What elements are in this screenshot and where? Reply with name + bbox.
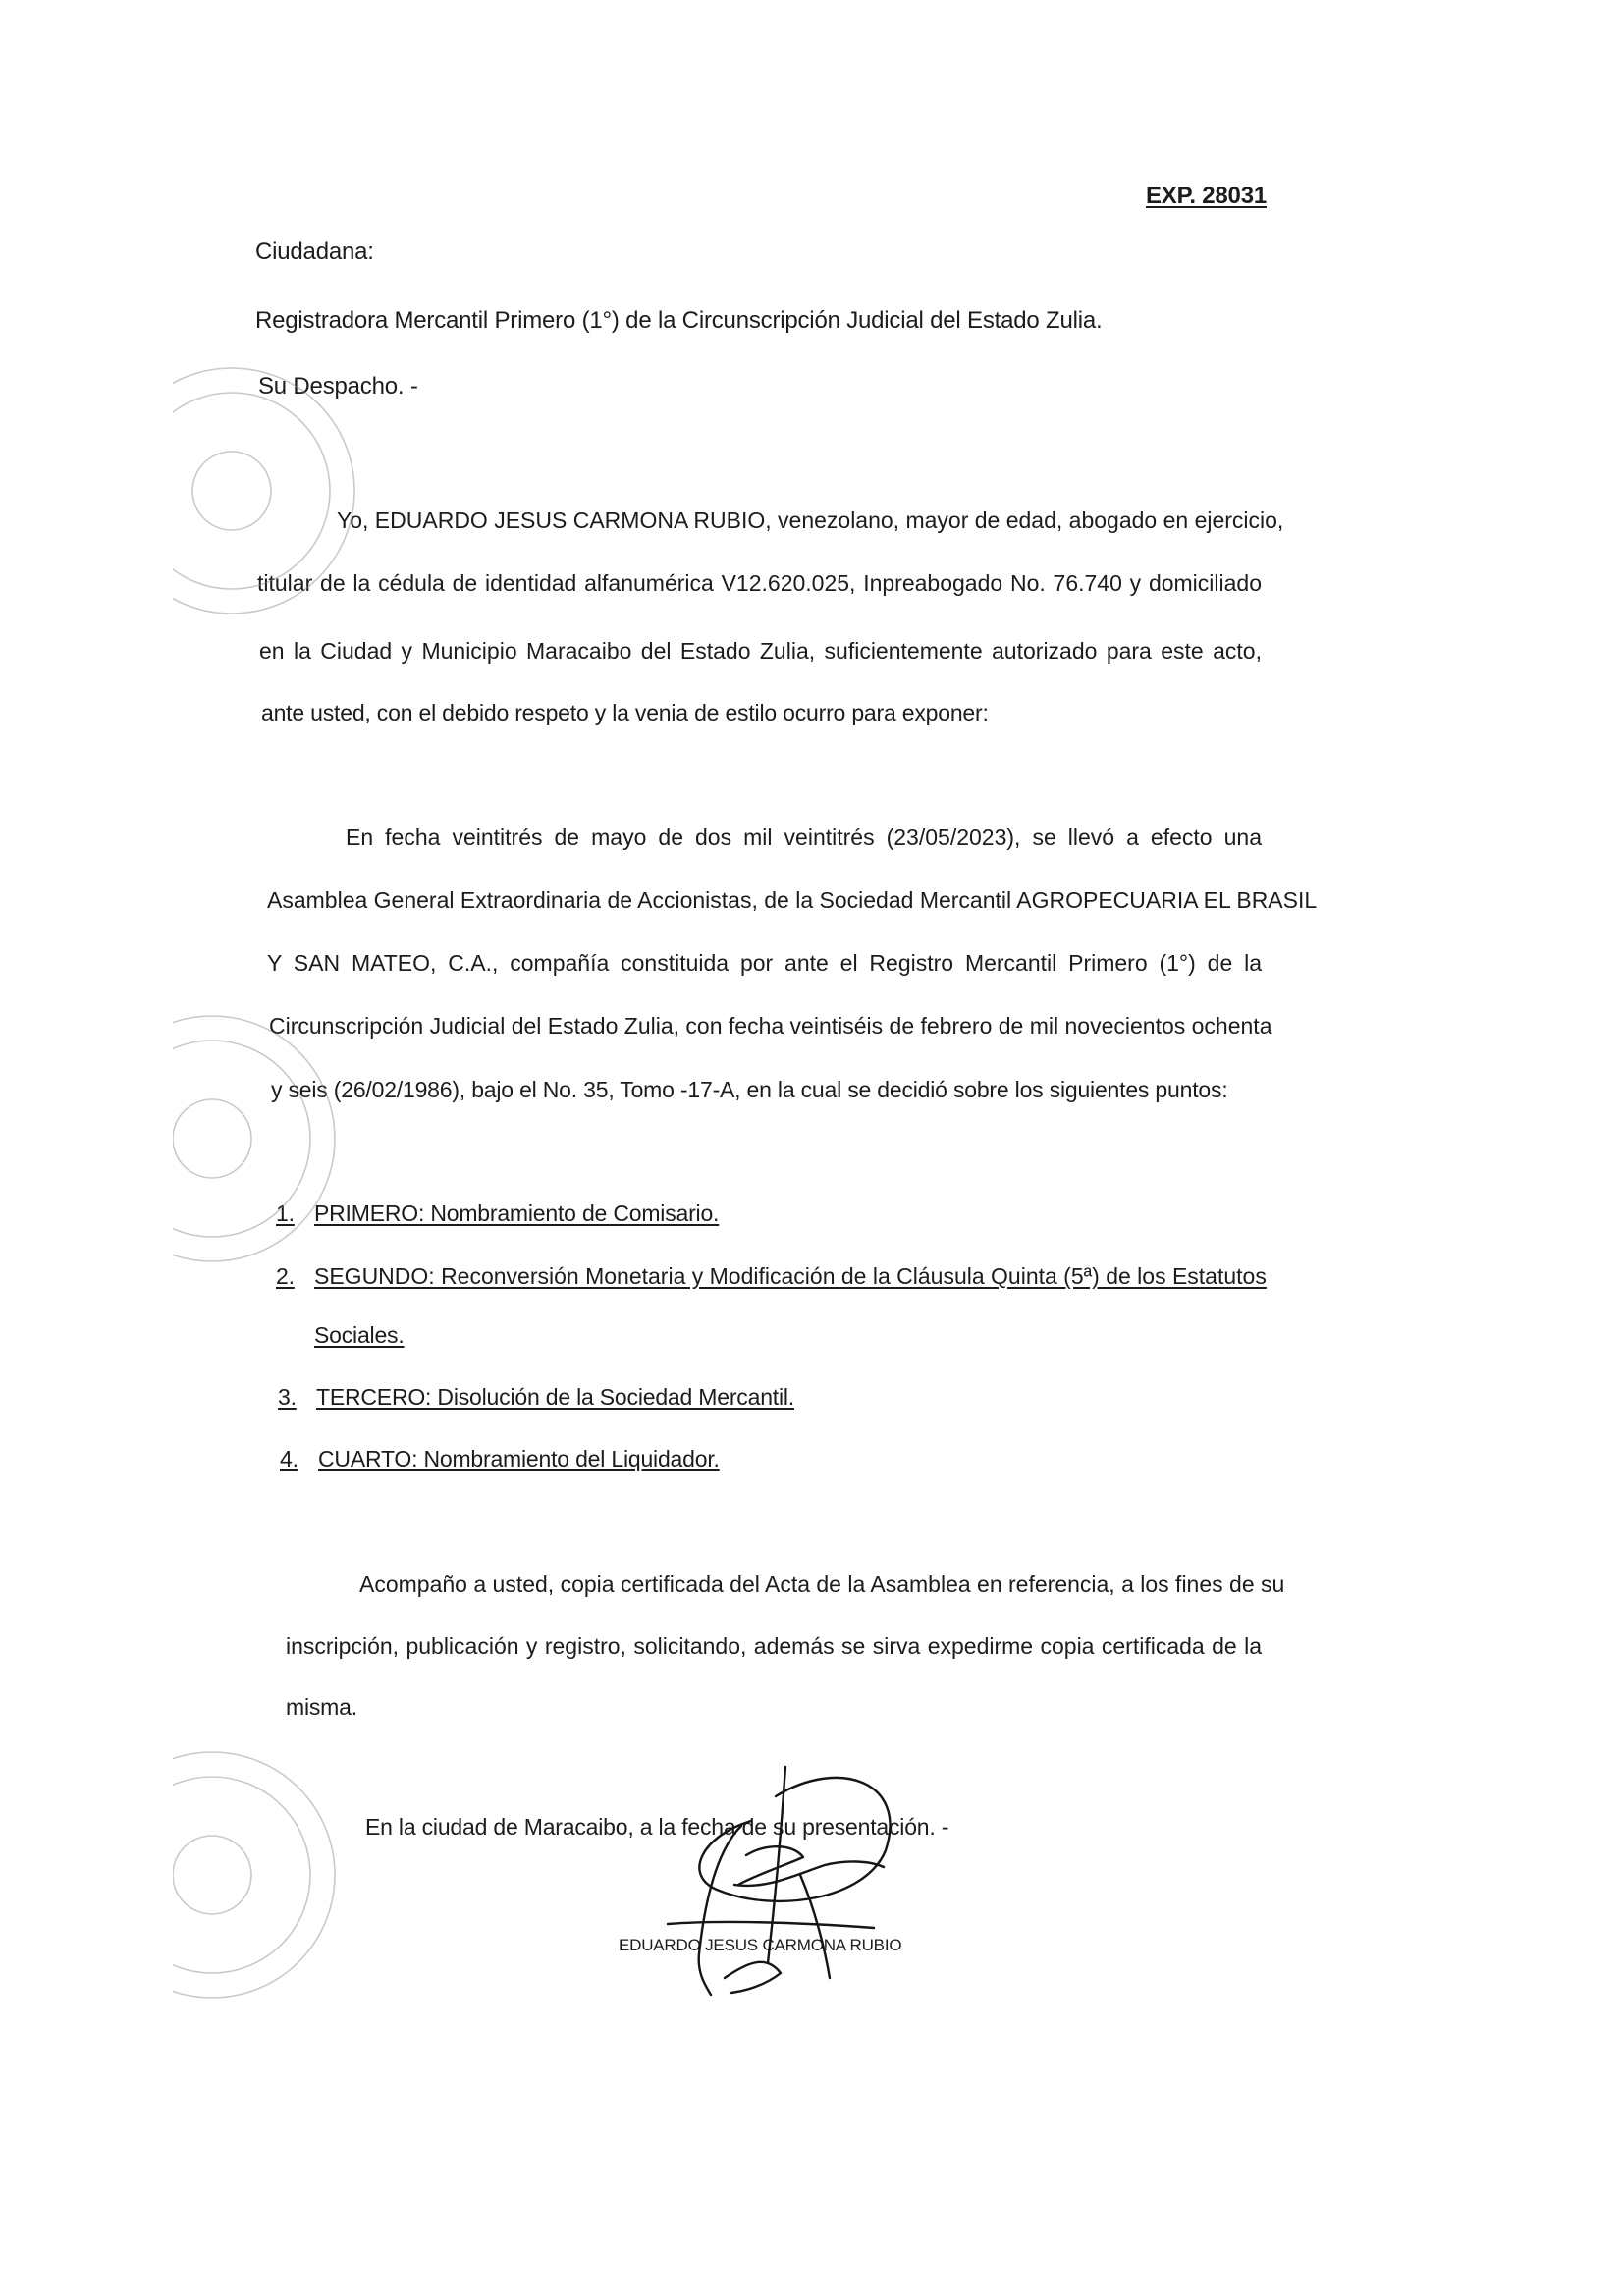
- official-seal-stamp-1: [173, 344, 369, 638]
- body-line-2: Asamblea General Extraordinaria de Accionistas, de la Sociedad Mercantil AGROPECUARIA EL BRASIL: [267, 887, 1318, 913]
- body-line-1: En fecha veintitrés de mayo de dos mil veintitrés (23/05/2023), se llevó a efecto una: [346, 825, 1262, 850]
- point-4-number: 4.: [280, 1446, 298, 1471]
- point-3-number: 3.: [278, 1384, 297, 1410]
- body-line-4: Circunscripción Judicial del Estado Zulia, con fecha veintiséis de febrero de mil novecientos ochenta: [269, 1013, 1272, 1039]
- point-3-text: TERCERO: Disolución de la Sociedad Mercantil.: [316, 1384, 794, 1410]
- point-1-number: 1.: [276, 1201, 295, 1226]
- point-1-text: PRIMERO: Nombramiento de Comisario.: [314, 1201, 720, 1226]
- official-seal-stamp-3: [173, 1737, 340, 2022]
- signer-name: EDUARDO JESUS CARMONA RUBIO: [619, 1936, 902, 1954]
- place-date-line: En la ciudad de Maracaibo, a la fecha de su presentación. -: [365, 1814, 949, 1840]
- point-2-number: 2.: [276, 1263, 295, 1289]
- point-2-text: SEGUNDO: Reconversión Monetaria y Modificación de la Cláusula Quinta (5ª) de los Estatutos: [314, 1263, 1267, 1289]
- intro-line-2: titular de la cédula de identidad alfanumérica V12.620.025, Inpreabogado No. 76.740 y domiciliado: [257, 570, 1262, 596]
- intro-line-4: ante usted, con el debido respeto y la venia de estilo ocurro para exponer:: [261, 700, 989, 725]
- intro-line-3: en la Ciudad y Municipio Maracaibo del Estado Zulia, suficientemente autorizado para este acto,: [259, 638, 1262, 664]
- expediente-number: EXP. 28031: [1146, 183, 1268, 209]
- official-seal-stamp-2: [173, 991, 340, 1286]
- body-line-5: y seis (26/02/1986), bajo el No. 35, Tomo -17-A, en la cual se decidió sobre los siguientes puntos:: [271, 1077, 1228, 1102]
- closing-line-2: inscripción, publicación y registro, solicitando, además se sirva expedirme copia certificada de la: [286, 1633, 1262, 1659]
- handwritten-signature: [628, 1728, 923, 2012]
- despacho-line: Su Despacho. -: [258, 373, 418, 400]
- intro-line-1: Yo, EDUARDO JESUS CARMONA RUBIO, venezolano, mayor de edad, abogado en ejercicio,: [337, 507, 1284, 533]
- recipient: Registradora Mercantil Primero (1°) de la Circunscripción Judicial del Estado Zulia.: [255, 307, 1103, 334]
- point-2-text-cont: Sociales.: [314, 1322, 405, 1348]
- salutation: Ciudadana:: [255, 239, 374, 265]
- point-4-text: CUARTO: Nombramiento del Liquidador.: [318, 1446, 720, 1471]
- body-line-3: Y SAN MATEO, C.A., compañía constituida por ante el Registro Mercantil Primero (1°) de la: [267, 950, 1262, 976]
- closing-line-3: misma.: [286, 1694, 357, 1720]
- closing-line-1: Acompaño a usted, copia certificada del Acta de la Asamblea en referencia, a los fines de su: [359, 1572, 1285, 1597]
